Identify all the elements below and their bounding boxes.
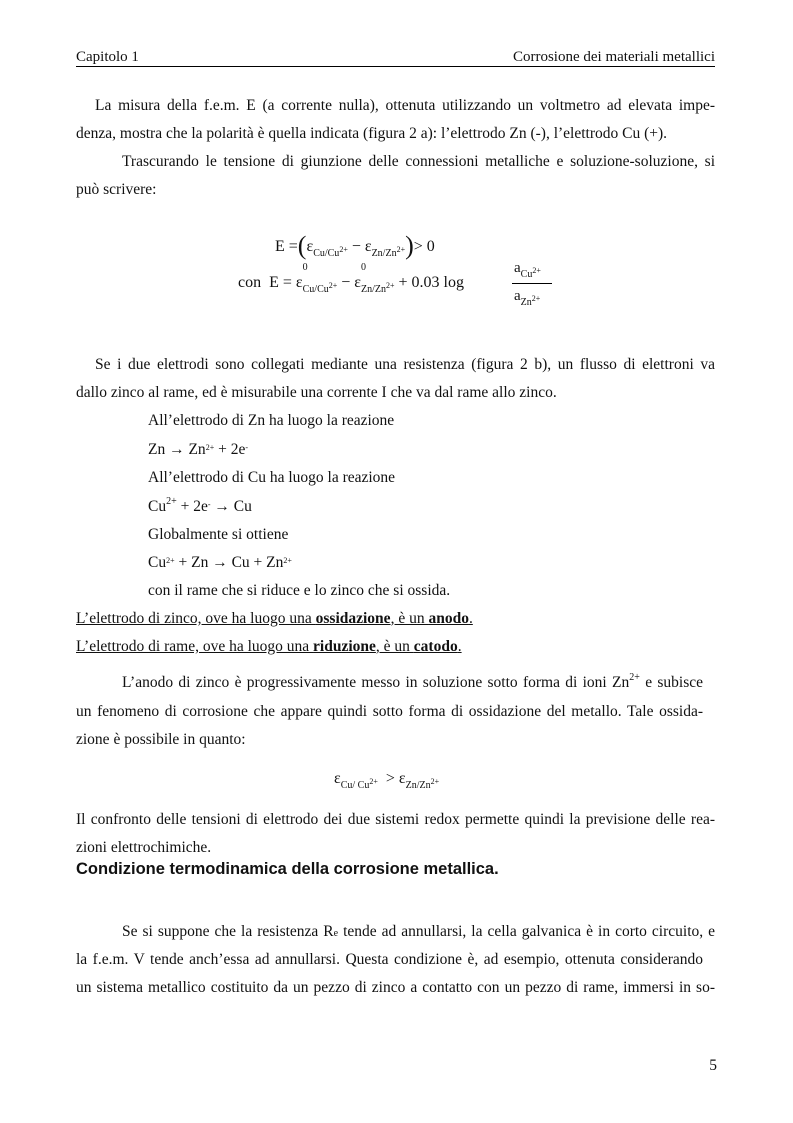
reaction-global: $Cu^{2+} + Zn \to Cu + Zn^{2+}$	[148, 554, 292, 571]
para6-line2: la f.e.m. V tende anch’essa ad annullarsi. Questa condizione è, ad esempio, ottenuta considerando	[76, 951, 703, 968]
para5-line1: Il confronto delle tensioni di elettrodo dei due sistemi redox permette quindi la previsione delle rea-	[76, 811, 715, 828]
section-heading: Condizione termodinamica della corrosione metallica.	[76, 860, 499, 878]
header-chapter: Capitolo 1	[76, 49, 139, 65]
equation-1: $E =(\varepsilon_{Cu/Cu^{2+}} - \varepsilon_{Zn/Zn^{2+}})> 0$	[275, 231, 435, 260]
definition-anode: L’elettrodo di zinco, ove ha luogo una ossidazione, è un anodo.	[76, 610, 473, 627]
para1-line1: La misura della f.e.m. E (a corrente nulla), ottenuta utilizzando un voltmetro ad elevata impe-	[95, 97, 715, 114]
para4-line1: L’anodo di zinco è progressivamente messo in soluzione sotto forma di ioni $Zn^{2+}$ e subisce	[122, 672, 703, 691]
equation-2: con E = ε 0 $_{Cu/Cu^{2+}}$ − ε 0 $_{Zn/Zn^{2+}}$ + 0.03 log	[238, 262, 464, 295]
reaction-text-1: All’elettrodo di Zn ha luogo la reazione	[148, 412, 395, 429]
para6-line3: un sistema metallico costituito da un pezzo di zinco a contatto con un pezzo di rame, immersi in so-	[76, 979, 715, 996]
reaction-text-4: con il rame che si riduce e lo zinco che si ossida.	[148, 582, 451, 599]
para3-line1: Se i due elettrodi sono collegati mediante una resistenza (figura 2 b), un flusso di elettroni va	[95, 356, 715, 373]
para4-line3: zione è possibile in quanto:	[76, 731, 246, 748]
fraction-denominator: $a_{Zn^{2+}}$	[514, 288, 541, 308]
reaction-zinc: $Zn \to Zn^{2+} + 2e^-$	[148, 441, 248, 458]
para2-line2: può scrivere:	[76, 181, 157, 198]
para2-line1: Trascurando le tensione di giunzione delle connessioni metalliche e soluzione-soluzione, si	[122, 153, 715, 170]
para4-line2: un fenomeno di corrosione che appare quindi sotto forma di ossidazione del metallo. Tale ossida-	[76, 703, 703, 720]
fraction-bar	[512, 283, 552, 284]
para5-line2: zioni elettrochimiche.	[76, 839, 212, 856]
header-title: Corrosione dei materiali metallici	[512, 49, 715, 65]
definition-cathode: L’elettrodo di rame, ove ha luogo una riduzione, è un catodo.	[76, 638, 462, 655]
page-number: 5	[709, 1057, 717, 1074]
para6-line1: Se si suppone che la resistenza Re tende ad annullarsi, la cella galvanica è in corto circuito, e	[122, 923, 716, 940]
fraction-numerator: $a_{Cu^{2+}}$	[514, 260, 541, 280]
para3-line2: dallo zinco al rame, ed è misurabile una corrente I che va dal rame allo zinco.	[76, 384, 557, 401]
reaction-text-3: Globalmente si ottiene	[148, 526, 289, 543]
para1-line2: denza, mostra che la polarità è quella indicata (figura 2 a): l’elettrodo Zn (-), l’elettrodo Cu (+).	[76, 125, 668, 142]
reaction-copper: $Cu^{2+} + 2e^- \to Cu$	[148, 496, 252, 515]
equation-3: $\varepsilon_{Cu/ Cu^{2+}} > \varepsilon_{Zn/Zn^{2+}}$	[334, 770, 440, 791]
running-header	[76, 48, 715, 67]
reaction-text-2: All’elettrodo di Cu ha luogo la reazione	[148, 469, 396, 486]
